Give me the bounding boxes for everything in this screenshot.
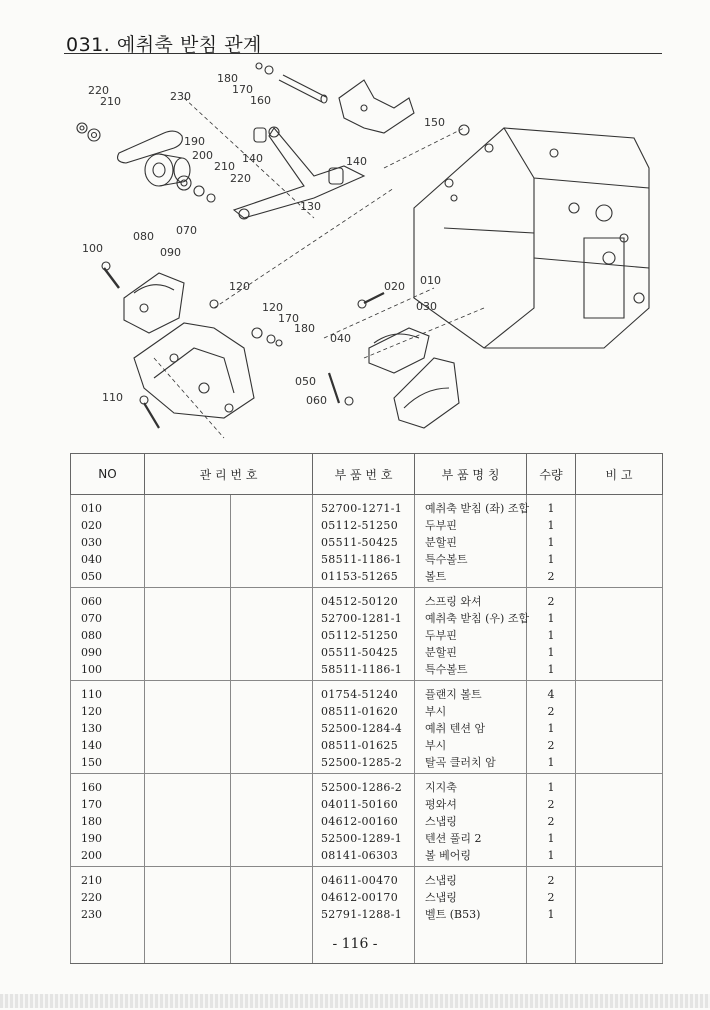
callout-180b: 180	[294, 322, 315, 335]
cell-part-name	[415, 774, 527, 867]
cell-part-no	[313, 495, 415, 588]
page-title: 031. 예취축 받침 관계	[66, 34, 262, 56]
callout-080: 080	[133, 230, 154, 243]
cell-part-name-line: 볼 베어링	[425, 849, 472, 862]
cell-remark	[576, 588, 663, 681]
cell-part-name-line: 부시	[425, 705, 447, 718]
cell-qty-line: 2	[547, 815, 555, 828]
cell-part-no-line: 52500-1286-2	[321, 781, 403, 794]
cell-qty-line: 2	[547, 570, 555, 583]
cell-mgmt-b	[231, 774, 313, 867]
callout-190: 190	[184, 135, 205, 148]
header-part-name: 부 품 명 칭	[415, 454, 527, 495]
cell-part-name-line: 스냅링	[425, 874, 457, 887]
callout-070: 070	[176, 224, 197, 237]
cell-qty-line: 1	[547, 629, 555, 642]
header-management-no: 관 리 번 호	[145, 454, 313, 495]
cell-part-no-line: 52500-1285-2	[321, 756, 403, 769]
cell-part-no-line: 52500-1284-4	[321, 722, 403, 735]
cell-no-line: 140	[81, 739, 102, 752]
cell-part-name-line: 두부핀	[425, 519, 457, 532]
header-no: NO	[71, 454, 145, 495]
cell-no-line: 010	[81, 502, 102, 515]
cell-part-no-line: 01754-51240	[321, 688, 399, 701]
callout-220: 220	[88, 84, 109, 97]
cell-qty-line: 1	[547, 849, 555, 862]
cell-part-name-line: 예취축 받침 (좌) 조합	[425, 502, 530, 515]
cell-part-name	[415, 681, 527, 774]
table-row-group	[71, 774, 663, 867]
cell-qty-line: 2	[547, 705, 555, 718]
cell-no-line: 090	[81, 646, 102, 659]
cell-qty	[527, 495, 576, 588]
cell-qty-line: 2	[547, 874, 555, 887]
cell-qty-line: 2	[547, 595, 555, 608]
callout-210: 210	[100, 95, 121, 108]
cell-no-line: 210	[81, 874, 102, 887]
callout-090: 090	[160, 246, 181, 259]
cell-no-line: 170	[81, 798, 102, 811]
cell-no-line: 150	[81, 756, 102, 769]
exploded-view-drawing	[64, 58, 664, 448]
callout-210b: 210	[214, 160, 235, 173]
cell-no	[71, 774, 145, 867]
callout-050: 050	[295, 375, 316, 388]
callout-160: 160	[250, 94, 271, 107]
cell-no-line: 060	[81, 595, 102, 608]
cell-mgmt-b	[231, 681, 313, 774]
cell-qty-line: 1	[547, 553, 555, 566]
cell-part-name-line: 지지축	[425, 781, 457, 794]
cell-part-no-line: 08141-06303	[321, 849, 399, 862]
cell-no-line: 110	[81, 688, 102, 701]
page-number: - 116 -	[332, 936, 378, 952]
title-rule	[64, 53, 662, 54]
cell-qty-line: 1	[547, 519, 555, 532]
cell-part-no	[313, 588, 415, 681]
cell-qty-line: 2	[547, 891, 555, 904]
table-row-group	[71, 588, 663, 681]
callout-100: 100	[82, 242, 103, 255]
callout-110: 110	[102, 391, 123, 404]
cell-part-name-line: 탈곡 클러치 암	[425, 756, 496, 769]
cell-mgmt-a	[145, 495, 231, 588]
cell-part-no-line: 04512-50120	[321, 595, 399, 608]
cell-no-line: 080	[81, 629, 102, 642]
cell-remark	[576, 774, 663, 867]
cell-part-name-line: 예취축 받침 (우) 조합	[425, 612, 530, 625]
cell-part-name	[415, 495, 530, 588]
header-part-no: 부 품 번 호	[313, 454, 415, 495]
cell-part-no-line: 01153-51265	[321, 570, 399, 583]
cell-part-name	[415, 588, 530, 681]
scan-border	[0, 994, 710, 1008]
table-header-row	[71, 454, 663, 495]
cell-part-name-line: 텐션 풀리 2	[425, 832, 482, 845]
cell-no-line: 120	[81, 705, 102, 718]
callout-020: 020	[384, 280, 405, 293]
parts-table	[70, 453, 663, 964]
cell-qty-line: 1	[547, 612, 555, 625]
cell-part-name-line: 특수볼트	[425, 663, 468, 676]
callout-170: 170	[232, 83, 253, 96]
cell-part-no-line: 04011-50160	[321, 798, 399, 811]
cell-mgmt-a	[145, 588, 231, 681]
cell-part-no-line: 52791-1288-1	[321, 908, 403, 921]
cell-qty	[527, 774, 576, 867]
cell-qty-line: 1	[547, 722, 555, 735]
cell-part-no-line: 04611-00470	[321, 874, 399, 887]
exploded-parts-diagram	[64, 58, 664, 448]
cell-part-no-line: 58511-1186-1	[321, 663, 403, 676]
cell-mgmt-b	[231, 495, 313, 588]
cell-part-name-line: 볼트	[425, 570, 447, 583]
cell-part-name-line: 부시	[425, 739, 447, 752]
cell-no-line: 100	[81, 663, 102, 676]
cell-part-no	[313, 774, 415, 867]
cell-part-name-line: 평와셔	[425, 798, 457, 811]
cell-part-no-line: 04612-00160	[321, 815, 399, 828]
cell-qty-line: 1	[547, 756, 555, 769]
cell-part-name-line: 분할핀	[425, 536, 457, 549]
cell-no-line: 200	[81, 849, 102, 862]
header-qty: 수량	[527, 454, 576, 495]
callout-220b: 220	[230, 172, 251, 185]
cell-no	[71, 588, 145, 681]
cell-part-no-line: 52700-1271-1	[321, 502, 403, 515]
cell-part-no-line: 58511-1186-1	[321, 553, 403, 566]
cell-part-no-line: 05511-50425	[321, 646, 399, 659]
cell-mgmt-a	[145, 774, 231, 867]
callout-170b: 170	[278, 312, 299, 325]
callout-200: 200	[192, 149, 213, 162]
cell-part-name-line: 두부핀	[425, 629, 457, 642]
callout-140a: 140	[242, 152, 263, 165]
callout-120b: 120	[262, 301, 283, 314]
header-remark: 비 고	[576, 454, 663, 495]
cell-qty-line: 1	[547, 502, 555, 515]
cell-qty-line: 1	[547, 781, 555, 794]
callout-040: 040	[330, 332, 351, 345]
cell-mgmt-a	[145, 681, 231, 774]
cell-no-line: 180	[81, 815, 102, 828]
cell-part-no-line: 04612-00170	[321, 891, 399, 904]
cell-no-line: 160	[81, 781, 102, 794]
cell-qty-line: 1	[547, 832, 555, 845]
cell-remark	[576, 495, 663, 588]
cell-qty	[527, 588, 576, 681]
callout-180: 180	[217, 72, 238, 85]
callout-120a: 120	[229, 280, 250, 293]
cell-part-no-line: 08511-01625	[321, 739, 399, 752]
callout-230: 230	[170, 90, 191, 103]
cell-part-name-line: 특수볼트	[425, 553, 468, 566]
cell-no-line: 230	[81, 908, 102, 921]
cell-part-name-line: 스냅링	[425, 891, 457, 904]
callout-140b: 140	[346, 155, 367, 168]
cell-part-name-line: 예취 텐션 암	[425, 722, 486, 735]
callout-060: 060	[306, 394, 327, 407]
callout-130: 130	[300, 200, 321, 213]
cell-remark	[576, 681, 663, 774]
cell-qty-line: 2	[547, 739, 555, 752]
cell-no-line: 020	[81, 519, 102, 532]
cell-part-no-line: 05112-51250	[321, 629, 399, 642]
cell-mgmt-b	[231, 588, 313, 681]
cell-no-line: 030	[81, 536, 102, 549]
cell-part-no-line: 05511-50425	[321, 536, 399, 549]
table-row-group	[71, 681, 663, 774]
cell-part-no-line: 05112-51250	[321, 519, 399, 532]
cell-no-line: 040	[81, 553, 102, 566]
cell-no-line: 070	[81, 612, 102, 625]
callout-150: 150	[424, 116, 445, 129]
cell-qty-line: 1	[547, 908, 555, 921]
cell-no-line: 190	[81, 832, 102, 845]
cell-no-line: 220	[81, 891, 102, 904]
cell-part-name-line: 분할핀	[425, 646, 457, 659]
table-row-group	[71, 495, 663, 588]
cell-qty-line: 1	[547, 646, 555, 659]
cell-no	[71, 681, 145, 774]
cell-no-line: 130	[81, 722, 102, 735]
cell-qty-line: 4	[547, 688, 555, 701]
cell-qty-line: 1	[547, 663, 555, 676]
cell-part-no	[313, 681, 415, 774]
cell-qty	[527, 681, 576, 774]
cell-part-no-line: 52700-1281-1	[321, 612, 403, 625]
cell-no-line: 050	[81, 570, 102, 583]
cell-no	[71, 495, 145, 588]
cell-part-name-line: 플랜지 볼트	[425, 688, 482, 701]
cell-part-name-line: 스냅링	[425, 815, 457, 828]
cell-qty-line: 2	[547, 798, 555, 811]
cell-part-name-line: 벨트 (B53)	[425, 908, 481, 921]
callout-030: 030	[416, 300, 437, 313]
cell-part-name-line: 스프링 와셔	[425, 595, 482, 608]
cell-qty-line: 1	[547, 536, 555, 549]
callout-010: 010	[420, 274, 441, 287]
cell-part-no-line: 08511-01620	[321, 705, 399, 718]
cell-part-no-line: 52500-1289-1	[321, 832, 403, 845]
